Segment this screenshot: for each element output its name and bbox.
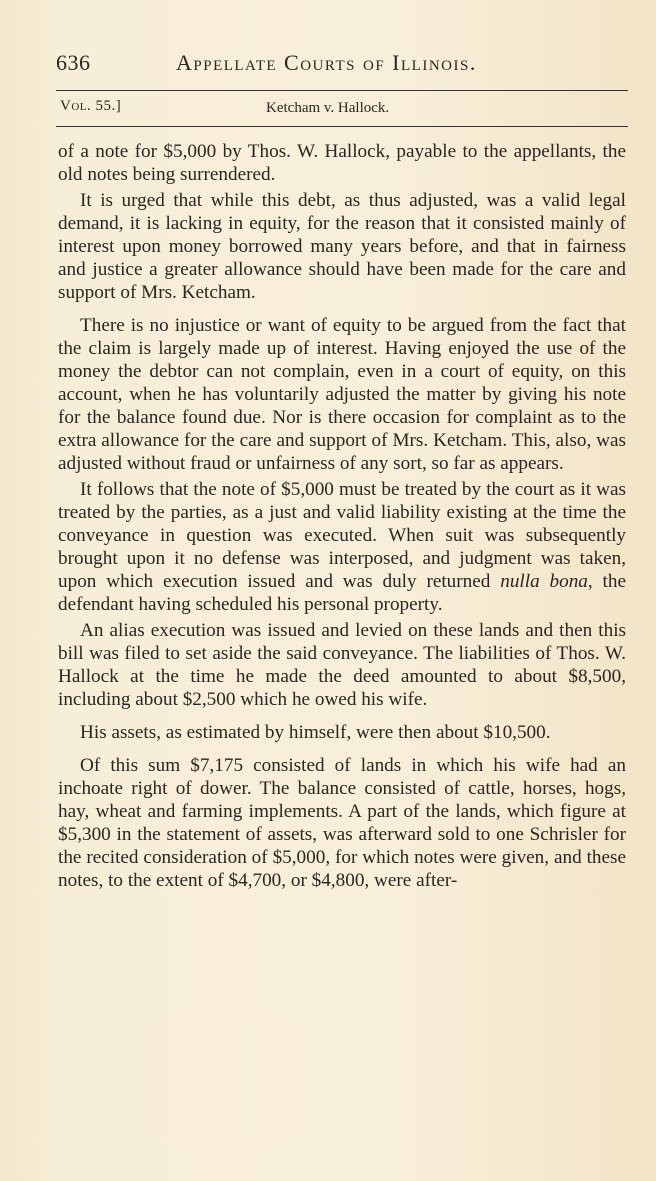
paragraph-2: It is urged that while this debt, as thus adjusted, was a valid legal demand, it is lacking in equity, for the reason that it consisted mainly of interest upon money borrowed many years before, and that in fairness and justice a greater allowance should have been made for the care and support of Mrs. Ketcham. xyxy=(58,190,626,303)
running-title: Appellate Courts of Illinois. xyxy=(176,50,477,75)
paragraph-4-part-2: , the defendant having scheduled his personal property. xyxy=(58,571,626,615)
paragraph-3: There is no injustice or want of equity to be argued from the fact that the claim is largely made up of interest. Having enjoyed the use of the money the debtor can not complain, even in a court of equity, on this account, when he has voluntarily adjusted the matter by giving his note for the balance found due. Nor is there occasion for complaint as to the extra allowance for the care and support of Mrs. Ketcham. This, also, was adjusted without fraud or unfairness of any sort, so far as appears. xyxy=(58,315,626,474)
header-rule-bottom xyxy=(56,126,628,127)
case-name: Ketcham v. Hallock. xyxy=(266,100,390,116)
page-header xyxy=(56,50,626,90)
header-rule-top xyxy=(56,90,628,91)
paragraph-6: His assets, as estimated by himself, were then about $10,500. xyxy=(80,722,551,743)
case-subheader xyxy=(60,98,630,122)
paragraph-4-part-1: It follows that the note of $5,000 must be treated by the court as it was treated by the parties, as a just and valid liability existing at the time the conveyance in question was executed. When suit was subsequently brought upon it no defense was interposed, and judgment was taken, upon which execution issued and was duly returned xyxy=(58,479,626,592)
page-number: 636 xyxy=(56,50,91,75)
paragraph-5: An alias execution was issued and levied on these lands and then this bill was filed to set aside the said conveyance. The liabilities of Thos. W. Hallock at the time he made the deed amounted to about $8,500, including about $2,500 which he owed his wife. xyxy=(58,620,626,710)
paragraph-4 xyxy=(58,478,626,616)
paragraph-1: of a note for $5,000 by Thos. W. Hallock, payable to the appellants, the old notes being surrendered. xyxy=(58,141,626,185)
paragraph-7: Of this sum $7,175 consisted of lands in which his wife had an inchoate right of dower. The balance consisted of cattle, horses, hogs, hay, wheat and farming implements. A part of the lands, which figure at $5,300 in the statement of assets, was afterward sold to one Schrisler for the recited consideration of $5,000, for which notes were given, and these notes, to the extent of $4,700, or $4,800, were after- xyxy=(58,755,626,891)
opinion-text xyxy=(58,140,626,892)
volume-label: Vol. 55.] xyxy=(60,98,122,114)
paragraph-4-latin-term: nulla bona xyxy=(500,571,588,592)
